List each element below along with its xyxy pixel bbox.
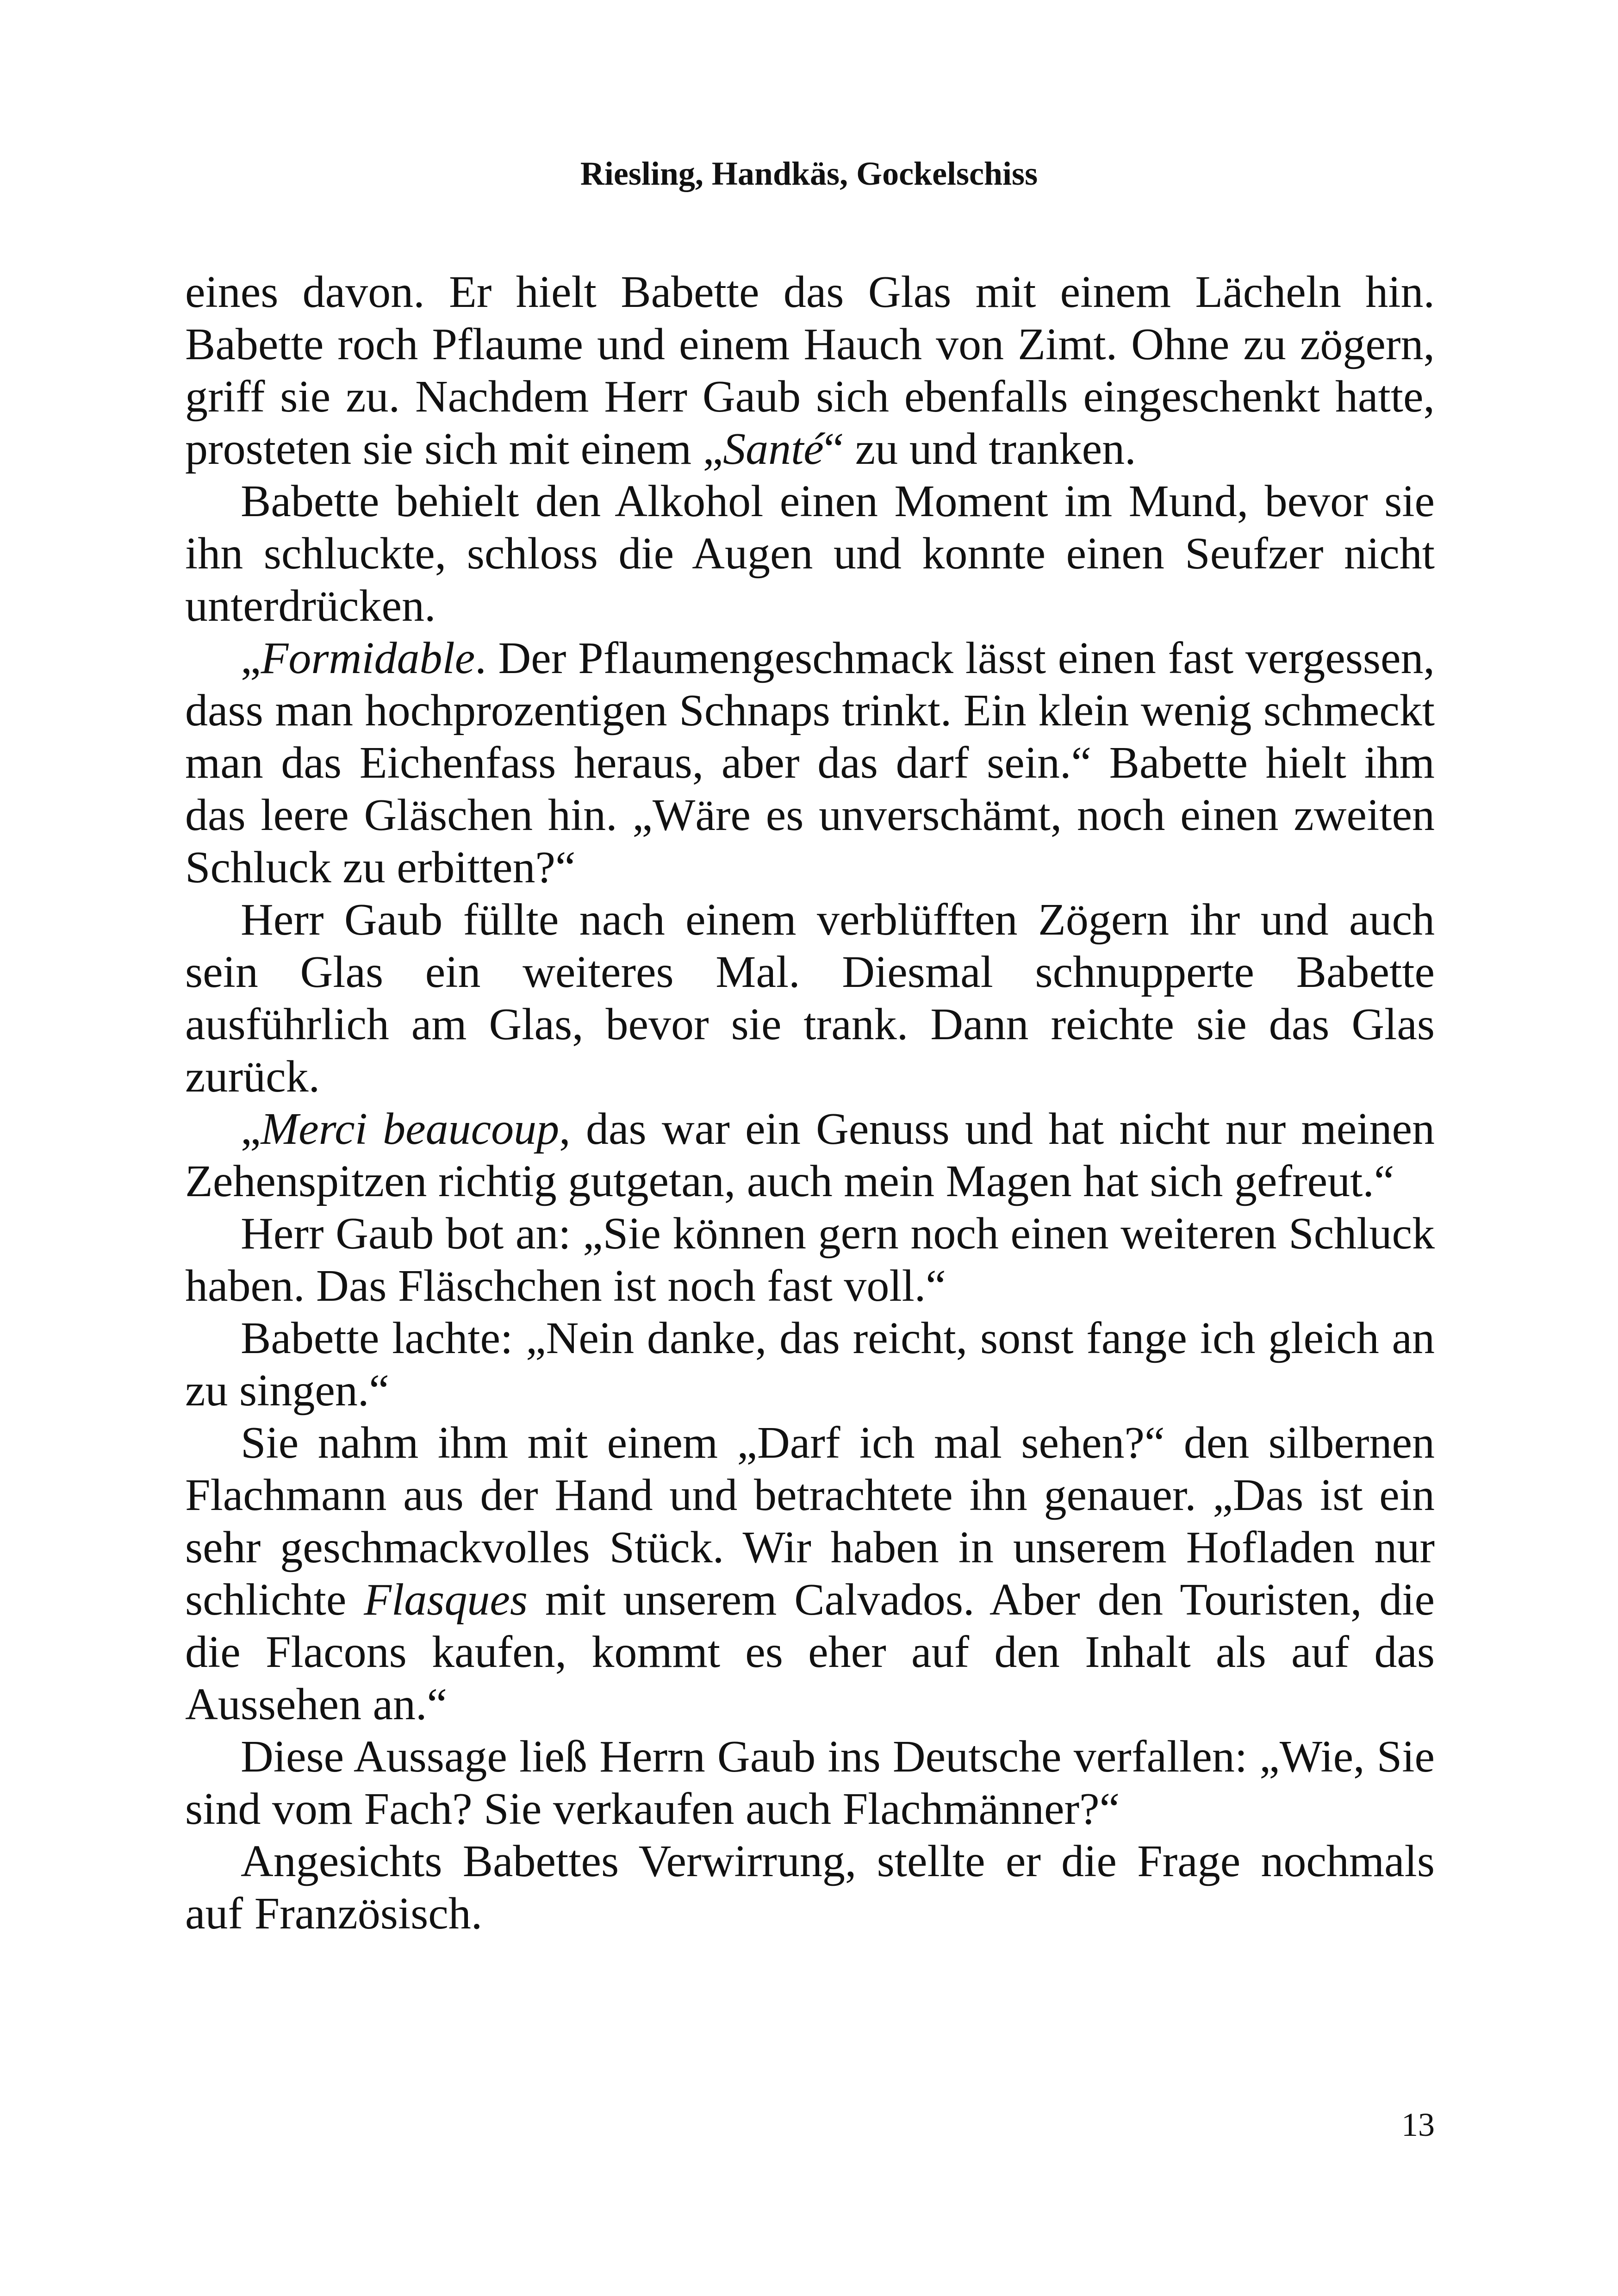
text-run: Sie nahm ihm mit einem „Darf ich mal sehen?“ den silbernen Flachmann aus der Hand und betrachtete ihn genauer. „Das ist ein sehr geschmackvolles Stück. Wir haben in unserem Hofladen nur schlichte bbox=[185, 1418, 1435, 1625]
paragraph-4 bbox=[185, 894, 1435, 1103]
text-run: mit unserem Calvados. Aber den Touristen, die die Flacons kaufen, kommt es eher auf den Inhalt als auf das Aussehen an.“ bbox=[185, 1575, 1435, 1729]
text-run: Diese Aussage ließ Herrn Gaub ins Deutsche verfallen: „Wie, Sie sind vom Fach? Sie verkaufen auch Flachmänner?“ bbox=[185, 1732, 1435, 1834]
text-run: eines davon. Er hielt Babette das Glas mit einem Lächeln hin. Babette roch Pflaume und einem Hauch von Zimt. Ohne zu zögern, griff sie zu. Nachdem Herr Gaub sich ebenfalls eingeschenkt hatte, prosteten sie sich mit einem „ bbox=[185, 267, 1435, 474]
italic-run: Flasques bbox=[364, 1575, 528, 1625]
text-run: Angesichts Babettes Verwirrung, stellte er die Frage nochmals auf Französisch. bbox=[185, 1836, 1435, 1939]
text-run: Herr Gaub bot an: „Sie können gern noch einen weiteren Schluck haben. Das Fläschchen ist noch fast voll.“ bbox=[185, 1209, 1435, 1311]
text-run: Babette behielt den Alkohol einen Moment im Mund, bevor sie ihn schluckte, schloss die Augen und konnte einen Seufzer nicht unterdrücken. bbox=[185, 476, 1435, 631]
italic-run: Merci beaucoup bbox=[261, 1104, 560, 1154]
page-number: 13 bbox=[1401, 2106, 1435, 2143]
italic-run: Formidable bbox=[261, 633, 475, 683]
paragraph-1 bbox=[185, 266, 1435, 475]
text-run: „ bbox=[241, 1104, 261, 1154]
paragraph-6 bbox=[185, 1208, 1435, 1312]
text-run: . Der Pflaumengeschmack lässt einen fast vergessen, dass man hochprozentigen Schnaps trinkt. Ein klein wenig schmeckt man das Eichenfass heraus, aber das darf sein.“ Babette hielt ihm das leere Gläschen hin. „Wäre es unverschämt, noch einen zweiten Schluck zu erbitten?“ bbox=[185, 633, 1435, 892]
paragraph-2 bbox=[185, 475, 1435, 632]
text-run: “ zu und tranken. bbox=[823, 424, 1136, 474]
paragraph-8 bbox=[185, 1417, 1435, 1731]
text-run: Babette lachte: „Nein danke, das reicht, sonst fange ich gleich an zu singen.“ bbox=[185, 1313, 1435, 1416]
italic-run: Santé bbox=[723, 424, 824, 474]
text-run: , das war ein Genuss und hat nicht nur meinen Zehenspitzen richtig gutgetan, auch mein Magen hat sich gefreut.“ bbox=[185, 1104, 1435, 1206]
paragraph-7 bbox=[185, 1312, 1435, 1417]
text-run: Herr Gaub füllte nach einem verblüfften Zögern ihr und auch sein Glas ein weiteres Mal. Diesmal schnupperte Babette ausführlich am Glas, bevor sie trank. Dann reichte sie das Glas zurück. bbox=[185, 895, 1435, 1102]
running-header: Riesling, Handkäs, Gockelschiss bbox=[580, 155, 1038, 192]
paragraph-3 bbox=[185, 632, 1435, 894]
text-run: „ bbox=[241, 633, 261, 683]
paragraph-5 bbox=[185, 1103, 1435, 1208]
body-text bbox=[185, 266, 1435, 1940]
paragraph-10 bbox=[185, 1835, 1435, 1940]
paragraph-9 bbox=[185, 1731, 1435, 1835]
